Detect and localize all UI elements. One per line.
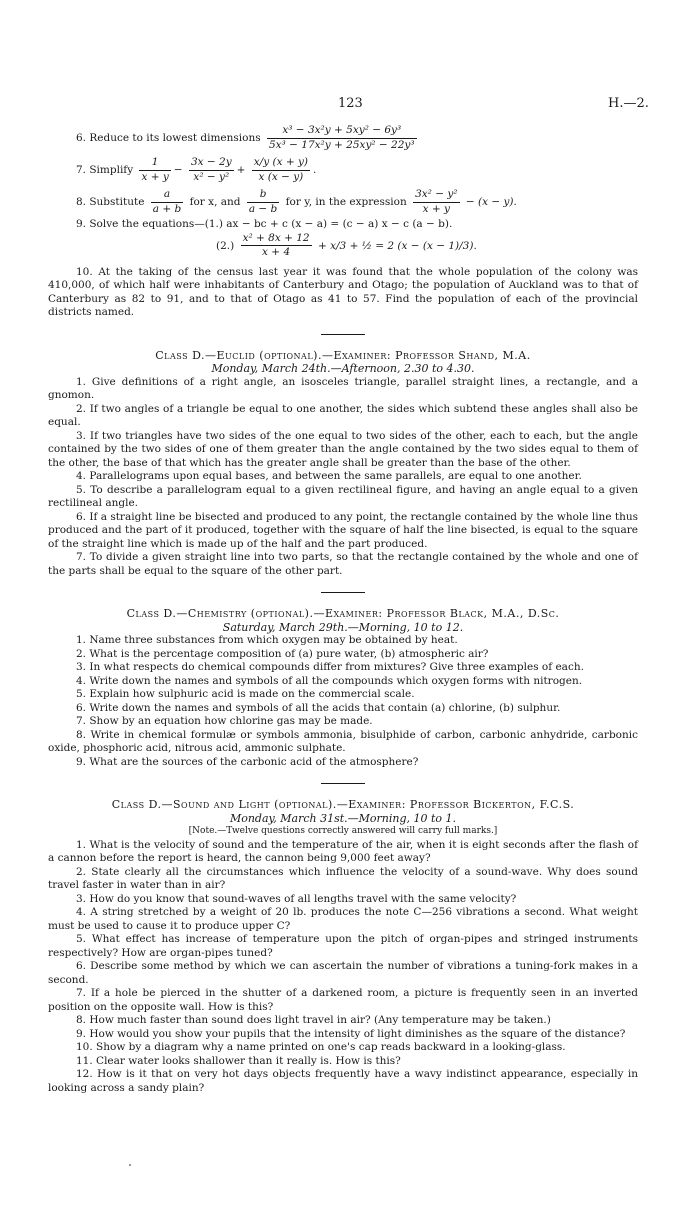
list-item: 6. Describe some method by which we can ascertain the number of vibrations a tuning-fork makes in a second. — [48, 960, 638, 986]
q9-f1-num: x² + 8x + 12 — [241, 232, 312, 247]
section-divider — [321, 334, 365, 335]
q6-text: 6. Reduce to its lowest dimensions — [76, 132, 261, 144]
sound-title: Class D.—Sound and Light (optional).—Examiner: Professor Bickerton, F.C.S. — [111, 798, 575, 811]
q9-line-1: 9. Solve the equations—(1.) ax − bc + c (x − a) = (c − a) x − c (a − b). — [76, 218, 453, 230]
q8-f3-den: x + y — [422, 202, 450, 215]
algebra-q10: 10. At the taking of the census last year it was found that the whole population of the colony was 410,000, of which half were inhabitants of Canterbury and Otago; the population of Auckland was to that of Canterbury as 82 to 91, and to that of Otago as 41 to 57. Find the population of each of the provincial districts named. — [48, 265, 638, 318]
q7-f2-num: 3x − 2y — [189, 156, 234, 171]
section-divider — [321, 592, 365, 593]
euclid-date: Monday, March 24th.—Afternoon, 2.30 to 4.30. — [211, 362, 475, 375]
q7-f3-num: x/y (x + y) — [252, 156, 310, 171]
list-item: 2. State clearly all the circumstances which influence the velocity of a sound-wave. Why does sound travel faster in water than in air? — [48, 865, 638, 891]
q6-numerator: x³ − 3x²y + 5xy² − 6y³ — [267, 124, 417, 139]
list-item: 5. To describe a parallelogram equal to a given rectilineal figure, and having an angle equal to a given rectilineal angle. — [48, 483, 638, 509]
algebra-q6 — [48, 124, 638, 152]
list-item: 8. Write in chemical formulæ or symbols ammonia, bisulphide of carbon, carbonic anhydride, carbonic oxide, phosphoric acid, nitrous acid, ammonic sulphate. — [48, 728, 638, 754]
q7-f1-den: x + y — [141, 170, 169, 183]
q8-f1-num: a — [151, 188, 183, 203]
list-item: 3. If two triangles have two sides of the one equal to two sides of the other, each to each, but the angle contained by the two sides of one of them greater than the angle contained by the two sides equal to them of the other, the base of that which has the greater angle shall be greater than the base of the other. — [48, 429, 638, 469]
list-item: 3. In what respects do chemical compounds differ from mixtures? Give three examples of each. — [76, 661, 584, 673]
list-item: 12. How is it that on very hot days objects frequently have a wavy indistinct appearance, especially in looking across a sandy plain? — [48, 1068, 638, 1094]
q8-text-b: for x, and — [189, 196, 241, 208]
q9-fraction — [241, 232, 312, 260]
q8-fraction-3 — [413, 188, 459, 216]
q8-text-a: 8. Substitute — [76, 196, 145, 208]
list-item: 4. Write down the names and symbols of all the compounds which oxygen forms with nitrogen. — [76, 674, 583, 687]
chemistry-date: Saturday, March 29th.—Morning, 10 to 12. — [222, 620, 464, 634]
list-item: 2. If two angles of a triangle be equal to one another, the sides which subtend these angles shall also be equal. — [48, 402, 638, 428]
list-item: 7. To divide a given straight line into two parts, so that the rectangle contained by the whole and one of the parts shall be equal to the square of the other part. — [48, 551, 638, 577]
list-item: 3. How do you know that sound-waves of all lengths travel with the same velocity? — [76, 892, 517, 905]
list-item: 2. What is the percentage composition of (a) pure water, (b) atmospheric air? — [76, 647, 489, 660]
list-item: 1. Name three substances from which oxygen may be obtained by heat. — [76, 634, 458, 646]
list-item: 10. Show by a diagram why a name printed on one's cap reads backward in a looking-glass. — [76, 1041, 566, 1053]
q7-fraction-1 — [139, 156, 170, 184]
q6-fraction — [267, 124, 417, 152]
q9-part2-rest: + x/3 + ½ = 2 (x − (x − 1)/3). — [317, 239, 477, 252]
list-item: 8. How much faster than sound does light travel in air? (Any temperature may be taken.) — [76, 1014, 551, 1026]
scan-speck — [129, 1164, 131, 1166]
page-body — [48, 118, 638, 1095]
algebra-q9-part2 — [48, 232, 638, 260]
euclid-title: Class D.—Euclid (optional).—Examiner: Professor Shand, M.A. — [155, 348, 531, 362]
q6-denominator: 5x³ − 17x²y + 25xy² − 22y³ — [268, 138, 415, 151]
chemistry-title: Class D.—Chemistry (optional).—Examiner: Professor Black, M.A., D.Sc. — [126, 607, 560, 620]
q8-f2-den: a − b — [248, 202, 278, 215]
page-number: 123 — [338, 96, 363, 111]
algebra-q9 — [48, 218, 638, 232]
q7-f1-num: 1 — [139, 156, 170, 171]
sound-date: Monday, March 31st.—Morning, 10 to 1. — [229, 811, 457, 825]
q7-text: 7. Simplify — [76, 164, 134, 176]
q7-fraction-3 — [252, 156, 310, 184]
q7-f2-den: x² − y² — [193, 170, 230, 183]
list-item: 1. What is the velocity of sound and the temperature of the air, when it is eight seconds after the flash of a cannon before the report is heard, the cannon being 9,000 feet away? — [48, 838, 638, 864]
list-item: 7. If a hole be pierced in the shutter of a darkened room, a picture is frequently seen in an inverted position on the opposite wall. How is this? — [48, 987, 638, 1013]
q8-fraction-1 — [151, 188, 183, 216]
list-item: 5. Explain how sulphuric acid is made on the commercial scale. — [76, 688, 415, 700]
list-item: 4. A string stretched by a weight of 20 lb. produces the note C—256 vibrations a second. What weight must be used to cause it to produce upper C? — [48, 906, 638, 932]
list-item: 6. If a straight line be bisected and produced to any point, the rectangle contained by the whole line thus produced and the part of it produced, together with the square of half the line bisected, is equal to the square of the straight line which is made up of the half and the part produced. — [48, 510, 639, 550]
q9-part2-label: (2.) — [216, 239, 235, 252]
list-item: 5. What effect has increase of temperature upon the pitch of organ-pipes and stringed instruments respectively? How are organ-pipes tuned? — [48, 933, 638, 959]
q8-f2-num: b — [247, 188, 279, 203]
q7-fraction-2 — [189, 156, 234, 184]
list-item: 9. What are the sources of the carbonic acid of the atmosphere? — [76, 755, 419, 768]
list-item: 6. Write down the names and symbols of all the acids that contain (a) chlorine, (b) sulphur. — [76, 701, 561, 714]
page-reference: H.—2. — [608, 96, 649, 111]
list-item: 1. Give definitions of a right angle, an isosceles triangle, parallel straight lines, a rectangle, and a gnomon. — [48, 375, 638, 401]
algebra-q8 — [48, 188, 638, 216]
sound-questions — [48, 839, 638, 1096]
sound-note: [Note.—Twelve questions correctly answered will carry full marks.] — [188, 826, 498, 836]
q8-f1-den: a + b — [152, 202, 182, 215]
section-divider — [321, 783, 365, 784]
list-item: 11. Clear water looks shallower than it really is. How is this? — [76, 1054, 401, 1067]
q8-text-c: for y, in the expression — [285, 196, 407, 208]
algebra-q7: 7. Simplify $\frac{1}{x + y}$ − $\frac{3x - 2y}{\text{x² − y²}}$ + $\frac{x/y (x + y)}{x (x - y)}$ . — [76, 156, 317, 183]
list-item: 9. How would you show your pupils that the intensity of light diminishes as the square of the distance? — [76, 1027, 626, 1040]
q8-f3-num: 3x² − y² — [413, 188, 459, 203]
list-item: 7. Show by an equation how chlorine gas may be made. — [76, 715, 373, 727]
q9-f1-den: x + 4 — [262, 246, 291, 258]
euclid-questions — [48, 376, 638, 579]
q8-fraction-2 — [247, 188, 279, 216]
q7-f3-den: x (x − y) — [258, 170, 304, 183]
q8-text-d: − (x − y). — [465, 196, 517, 208]
list-item: 4. Parallelograms upon equal bases, and between the same parallels, are equal to one another. — [76, 470, 582, 482]
chemistry-questions — [48, 634, 638, 769]
